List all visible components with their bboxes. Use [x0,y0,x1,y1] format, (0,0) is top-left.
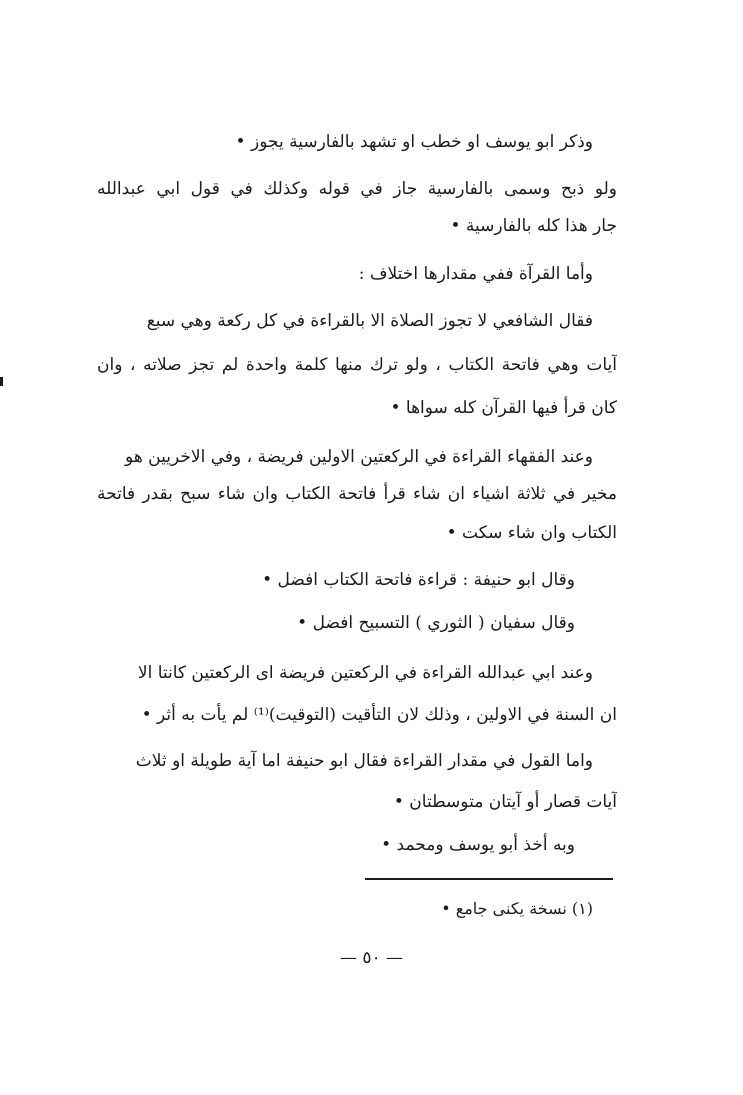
footnote: (١) نسخة يكنى جامع • [441,899,593,918]
text-line-17: وبه أخذ أبو يوسف ومحمد • [381,835,575,855]
margin-mark [0,377,3,386]
text-line-3: جار هذا كله بالفارسية • [450,216,617,236]
text-line-13: وعند ابي عبدالله القراءة في الركعتين فريضة اى الركعتين كانتا الا [137,663,593,683]
text-line-11: وقال ابو حنيفة : قراءة فاتحة الكتاب افضل • [262,570,575,590]
page-number: — ٥٠ — [339,948,404,968]
text-line-8: وعند الفقهاء القراءة في الركعتين الاولين فريضة ، وفي الاخريين هو [125,447,593,467]
text-line-10: الكتاب وان شاء سكت • [446,523,617,543]
text-line-7: كان قرأ فيها القرآن كله سواها • [390,398,617,418]
text-line-1: وذكر ابو يوسف او خطب او تشهد بالفارسية يجوز • [235,132,593,152]
text-line-2: ولو ذبح وسمى بالفارسية جاز في قوله وكذلك في قول ابي عبدالله [97,179,617,199]
text-line-5: فقال الشافعي لا تجوز الصلاة الا بالقراءة في كل ركعة وهي سبع [146,311,593,331]
text-line-6: آيات وهي فاتحة الكتاب ، ولو ترك منها كلمة واحدة لم تجز صلاته ، وان [97,355,617,375]
text-line-9: مخير في ثلاثة اشياء ان شاء قرأ فاتحة الكتاب وان شاء سبح بقدر فاتحة [97,484,617,504]
text-line-15: واما القول في مقدار القراءة فقال ابو حنيفة اما آية طويلة او ثلاث [135,751,593,771]
text-line-4: وأما القرآة ففي مقدارها اختلاف : [358,264,593,284]
text-line-12: وقال سفيان ( الثوري ) التسبيح افضل • [297,613,575,633]
footnote-separator [365,878,613,880]
text-line-16: آيات قصار أو آيتان متوسطتان • [393,792,617,812]
text-line-14: ان السنة في الاولين ، وذلك لان التأقيت (التوقيت)⁽¹⁾ لم يأت به أثر • [141,705,617,725]
